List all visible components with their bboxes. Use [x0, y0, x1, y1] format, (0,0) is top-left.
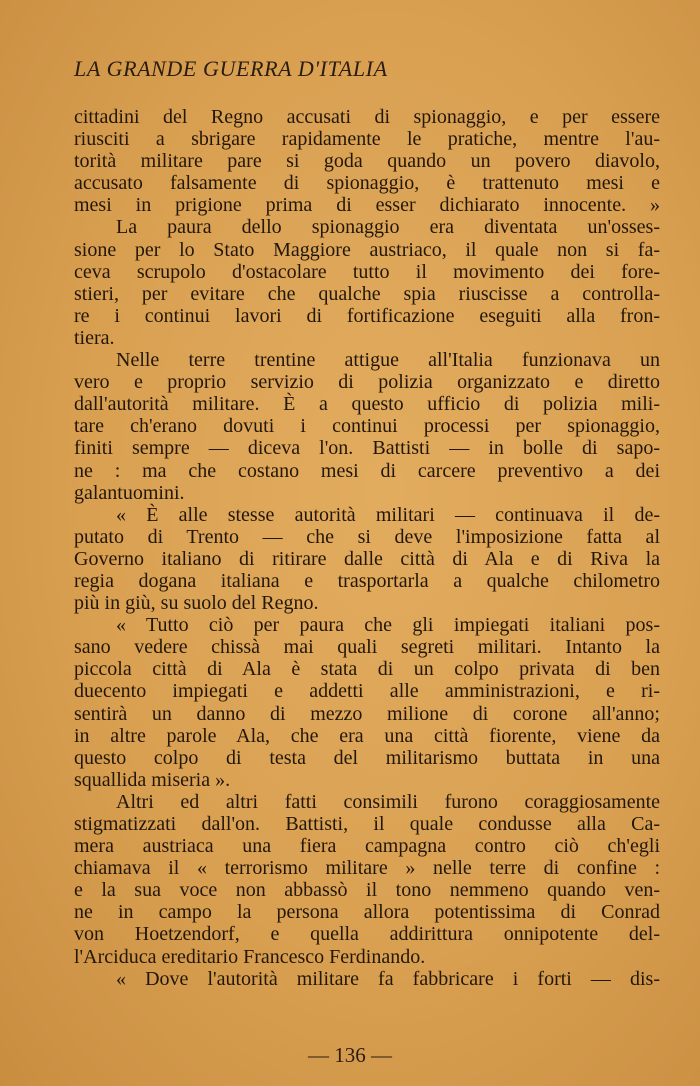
text-line: in altre parole Ala, che era una città fiorente, viene da — [74, 724, 660, 747]
text-line: sano vedere chissà mai quali segreti militari. Intanto la — [74, 636, 660, 659]
text-line: tiera. — [74, 326, 115, 349]
text-line: torità militare pare si goda quando un povero diavolo, — [74, 150, 660, 173]
text-line: e la sua voce non abbassò il tono nemmeno quando ven- — [74, 879, 660, 902]
running-head: LA GRANDE GUERRA D'ITALIA — [74, 56, 388, 81]
text-line: dall'autorità militare. È a questo ufficio di polizia mili- — [74, 393, 660, 416]
body-text — [74, 106, 660, 990]
text-line: piccola città di Ala è stata di un colpo privata di ben — [74, 658, 660, 681]
text-line: chiamava il « terrorismo militare » nelle terre di confine : — [74, 857, 660, 880]
text-line: « Tutto ciò per paura che gli impiegati italiani pos- — [116, 614, 660, 637]
text-line: riusciti a sbrigare rapidamente le pratiche, mentre l'au- — [74, 128, 660, 151]
text-line: « Dove l'autorità militare fa fabbricare i forti — dis- — [116, 967, 660, 990]
text-line: stieri, per evitare che qualche spia riuscisse a controlla- — [74, 282, 660, 305]
text-line: Altri ed altri fatti consimili furono coraggiosamente — [116, 790, 660, 813]
text-line: putato di Trento — che si deve l'imposizione fatta al — [74, 525, 660, 548]
text-line: sione per lo Stato Maggiore austriaco, il quale non si fa- — [74, 238, 660, 261]
text-line: cittadini del Regno accusati di spionaggio, e per essere — [74, 106, 660, 128]
text-line: duecento impiegati e addetti alle amministrazioni, e ri- — [74, 680, 660, 703]
text-line: ne : ma che costano mesi di carcere preventivo a dei — [74, 459, 660, 482]
text-line: mera austriaca una fiera campagna contro ciò ch'egli — [74, 835, 660, 858]
text-line: Nelle terre trentine attigue all'Italia funzionava un — [116, 349, 660, 372]
text-line: La paura dello spionaggio era diventata un'osses- — [116, 216, 660, 239]
text-line: più in giù, su suolo del Regno. — [74, 592, 319, 615]
text-line: l'Arciduca ereditario Francesco Ferdinando. — [74, 945, 426, 968]
text-line: stigmatizzati dall'on. Battisti, il quale condusse alla Ca- — [74, 813, 660, 835]
text-line: ne in campo la persona allora potentissima di Conrad — [74, 901, 660, 924]
text-line: galantuomini. — [74, 481, 185, 504]
text-line: von Hoetzendorf, e quella addirittura onnipotente del- — [74, 923, 660, 946]
text-line: tare ch'erano dovuti i continui processi per spionaggio, — [74, 415, 660, 438]
text-line: questo colpo di testa del militarismo buttata in una — [74, 746, 660, 769]
text-line: accusato falsamente di spionaggio, è trattenuto mesi e — [74, 172, 660, 195]
text-line: ceva scrupolo d'ostacolare tutto il movimento dei fore- — [74, 260, 660, 283]
text-line: finiti sempre — diceva l'on. Battisti — in bolle di sapo- — [74, 437, 660, 460]
text-line: mesi in prigione prima di esser dichiarato innocente. » — [74, 194, 660, 217]
text-line: vero e proprio servizio di polizia organizzato e diretto — [74, 371, 660, 394]
page-number: — 136 — — [308, 1043, 392, 1067]
text-line: sentirà un danno di mezzo milione di corone all'anno; — [74, 702, 660, 725]
text-line: re i continui lavori di fortificazione eseguiti alla fron- — [74, 304, 660, 327]
text-line: squallida miseria ». — [74, 768, 231, 791]
text-line: « È alle stesse autorità militari — continuava il de- — [116, 503, 660, 526]
text-line: Governo italiano di ritirare dalle città di Ala e di Riva la — [74, 547, 660, 570]
text-line: regia dogana italiana e trasportarla a qualche chilometro — [74, 569, 660, 592]
